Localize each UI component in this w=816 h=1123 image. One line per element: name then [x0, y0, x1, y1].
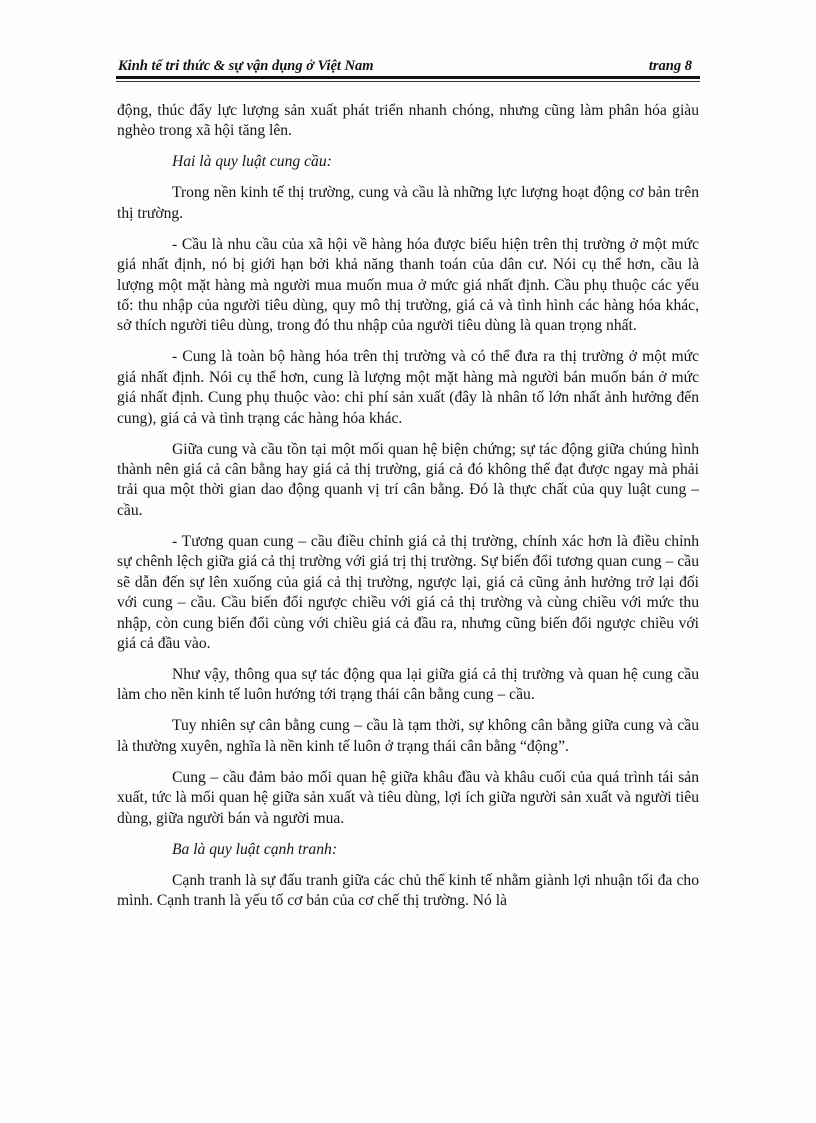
paragraph: Cung – cầu đảm bảo mối quan hệ giữa khâu đầu và khâu cuối của quá trình tái sản xuất, tức là mối quan hệ giữa sản xuất và tiêu dùng, lợi ích giữa người sản xuất và người tiêu dùng, giữa người bán và người mua. [117, 768, 699, 827]
header-title: Kinh tế tri thức & sự vận dụng ở Việt Nam [118, 58, 374, 74]
paragraph: Trong nền kinh tế thị trường, cung và cầu là những lực lượng hoạt động cơ bản trên thị trường. [117, 184, 699, 222]
subheading-competition-law: Ba là quy luật cạnh tranh: [172, 840, 338, 858]
page-number: trang 8 [648, 58, 692, 74]
paragraph-continuation: động, thúc đẩy lực lượng sản xuất phát triển nhanh chóng, nhưng cũng làm phân hóa giàu nghèo trong xã hội tăng lên. [117, 102, 699, 140]
paragraph: - Tương quan cung – cầu điều chỉnh giá cả thị trường, chính xác hơn là điều chỉnh sự chênh lệch giữa giá cả thị trường với giá trị thị trường. Sự biến đổi tương quan cung – cầu sẽ dẫn đến sự lên xuống của giá cả thị trường, ngược lại, giá cả cũng ảnh hưởng trở lại đối với cung – cầu. Cầu biến đổi ngược chiều với giá cả thị trường và cùng chiều với mức thu nhập, còn cung biến đổi cùng với chiều giá cả đầu ra, nhưng cũng biến đổi ngược chiều với giá cả đầu vào. [117, 532, 699, 652]
paragraph: Như vậy, thông qua sự tác động qua lại giữa giá cả thị trường và quan hệ cung cầu làm cho nền kinh tế luôn hướng tới trạng thái cân bằng cung – cầu. [117, 665, 699, 704]
paragraph: - Cầu là nhu cầu của xã hội về hàng hóa được biểu hiện trên thị trường ở một mức giá nhất định, nó bị giới hạn bởi khả năng thanh toán của dân cư. Nói cụ thể hơn, cầu là lượng một mặt hàng mà người mua muốn mua ở mức giá nhất định. Cầu phụ thuộc các yếu tố: thu nhập của người tiêu dùng, quy mô thị trường, giá cả và tình hình các hàng hóa khác, sở thích người tiêu dùng, trong đó thu nhập của người tiêu dùng là quan trọng nhất. [117, 235, 699, 335]
header-rule-thin [116, 81, 700, 82]
header-rule-thick [116, 76, 700, 79]
paragraph: Giữa cung và cầu tồn tại một mối quan hệ biện chứng; sự tác động giữa chúng hình thành nên giá cả cân bằng hay giá cả thị trường, giá cả đó không thể đạt được ngay mà phải trải qua một thời gian dao động quanh vị trí cân bằng. Đó là thực chất của quy luật cung – cầu. [117, 440, 699, 519]
running-header [118, 56, 698, 78]
body-text [117, 101, 699, 922]
paragraph: Tuy nhiên sự cân bằng cung – cầu là tạm thời, sự không cân bằng giữa cung và cầu là thường xuyên, nghĩa là nền kinh tế luôn ở trạng thái cân bằng “động”. [117, 717, 699, 755]
paragraph: - Cung là toàn bộ hàng hóa trên thị trường và có thể đưa ra thị trường ở một mức giá nhất định. Nói cụ thể hơn, cung là lượng một mặt hàng mà người bán muốn bán ở mức giá nhất định. Cung phụ thuộc vào: chi phí sản xuất (đây là nhân tố lớn nhất ảnh hưởng đến cung), giá cả và tình trạng các hàng hóa khác. [117, 348, 699, 427]
paragraph: Cạnh tranh là sự đấu tranh giữa các chủ thể kinh tế nhằm giành lợi nhuận tối đa cho mình. Cạnh tranh là yếu tố cơ bản của cơ chế thị trường. Nó là [117, 871, 699, 909]
subheading-supply-demand-law: Hai là quy luật cung cầu: [172, 153, 332, 171]
